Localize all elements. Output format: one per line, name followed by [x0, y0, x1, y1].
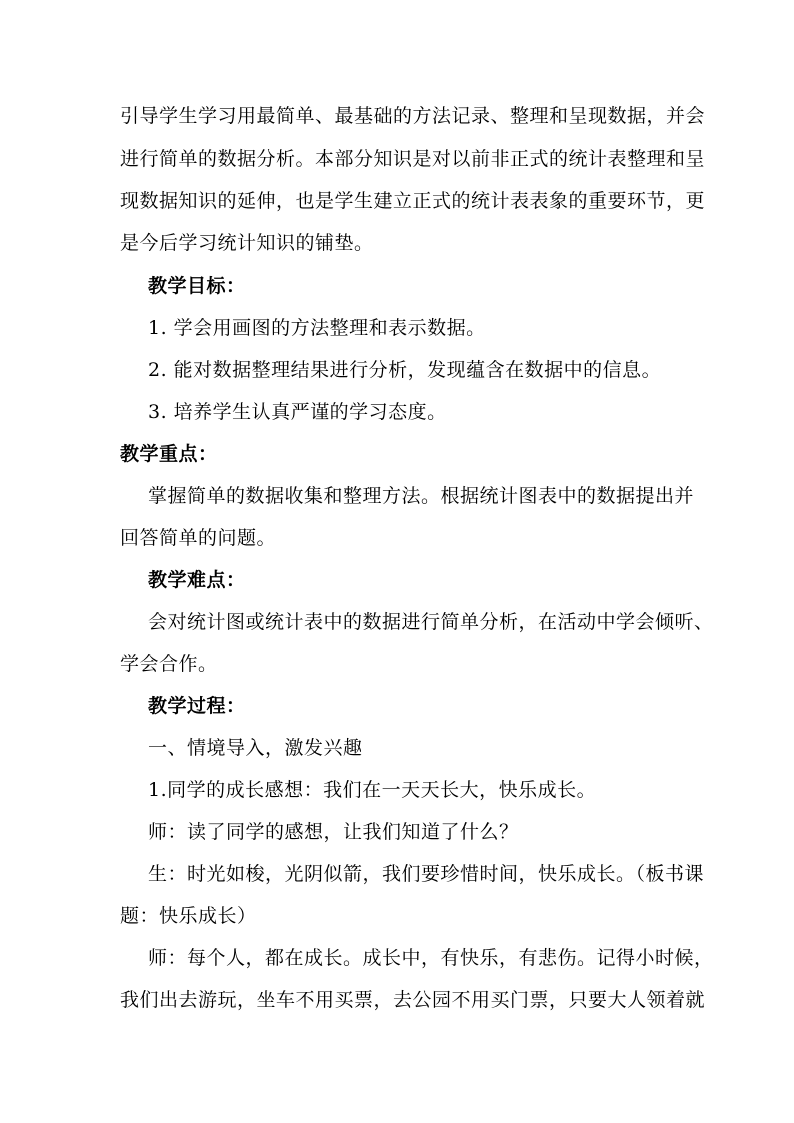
goals-heading: 教学目标： — [148, 275, 246, 297]
process-line-5: 题：快乐成长） — [120, 905, 257, 927]
process-line-7: 我们出去游玩，坐车不用买票，去公园不用买门票，只要大人领着就 — [120, 989, 706, 1011]
process-line-4: 生：时光如梭，光阴似箭，我们要珍惜时间，快乐成长。（板书课 — [148, 863, 705, 885]
difficulty-heading: 教学难点： — [148, 569, 246, 591]
goal-item-1: 1. 学会用画图的方法整理和表示数据。 — [148, 317, 486, 339]
intro-line-1: 引导学生学习用最简单、最基础的方法记录、整理和呈现数据，并会 — [120, 105, 706, 127]
key-points-heading: 教学重点： — [120, 443, 218, 465]
key-points-line-2: 回答简单的问题。 — [120, 527, 277, 549]
process-line-3: 师：读了同学的感想，让我们知道了什么？ — [148, 821, 519, 843]
goal-item-2: 2. 能对数据整理结果进行分析，发现蕴含在数据中的信息。 — [148, 359, 662, 381]
process-line-2: 1.同学的成长感想：我们在一天天长大，快乐成长。 — [148, 779, 597, 801]
process-heading: 教学过程： — [148, 695, 246, 717]
intro-line-2: 进行简单的数据分析。本部分知识是对以前非正式的统计表整理和呈 — [120, 148, 706, 170]
process-line-1: 一、情境导入，激发兴趣 — [148, 737, 363, 759]
intro-line-3: 现数据知识的延伸，也是学生建立正式的统计表表象的重要环节，更 — [120, 190, 706, 212]
goal-item-3: 3. 培养学生认真严谨的学习态度。 — [148, 401, 447, 423]
difficulty-line-1: 会对统计图或统计表中的数据进行简单分析，在活动中学会倾听、 — [148, 611, 714, 633]
process-line-6: 师：每个人，都在成长。成长中，有快乐，有悲伤。记得小时候， — [148, 947, 714, 969]
difficulty-line-2: 学会合作。 — [120, 653, 218, 675]
intro-line-4: 是今后学习统计知识的铺垫。 — [120, 232, 374, 254]
key-points-line-1: 掌握简单的数据收集和整理方法。根据统计图表中的数据提出并 — [148, 485, 695, 507]
